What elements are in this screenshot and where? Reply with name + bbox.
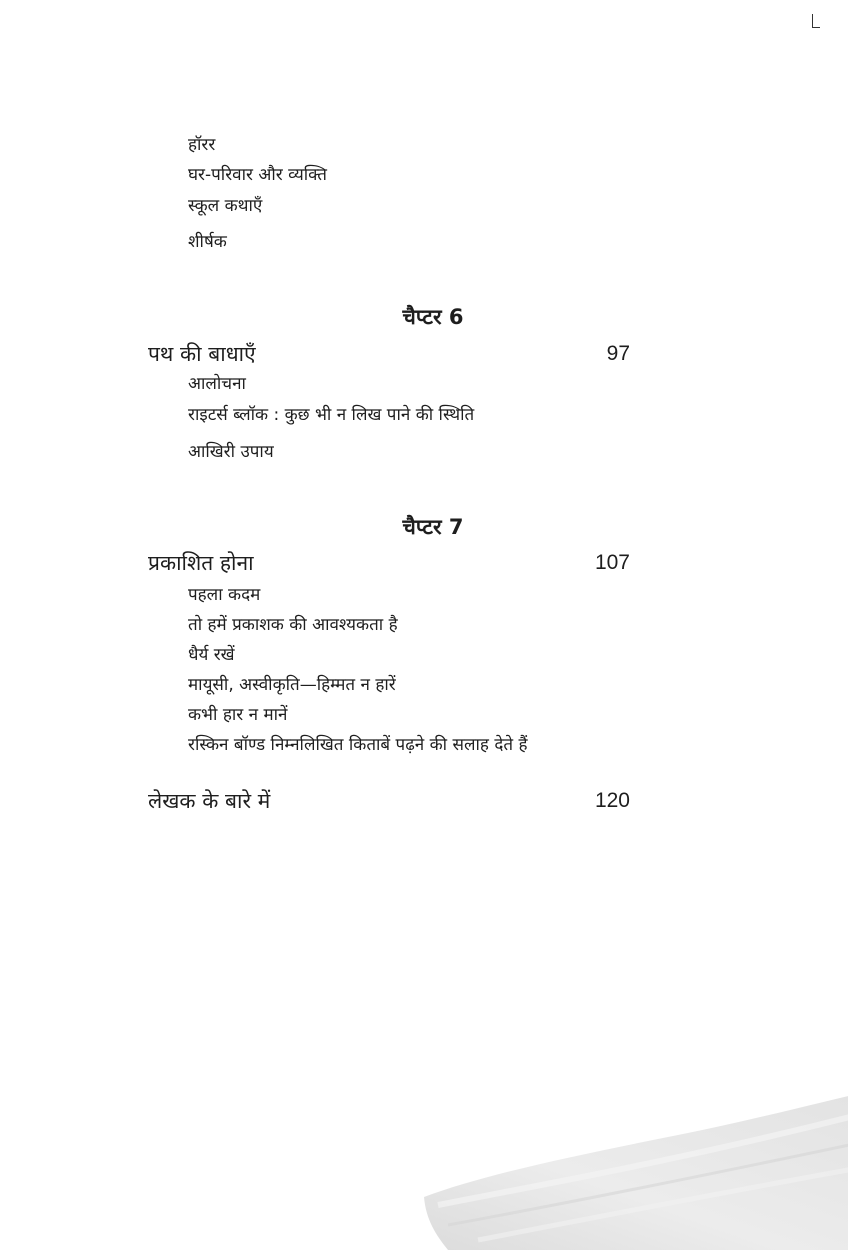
- about-author-page-number: 120: [594, 789, 630, 812]
- toc-subitem: धैर्य रखें: [188, 645, 235, 665]
- toc-subitem: आलोचना: [188, 374, 246, 394]
- brush-stroke-decoration: [418, 1085, 848, 1250]
- chapter-7-page-number: 107: [594, 551, 630, 574]
- crop-mark-top-right: [812, 14, 813, 27]
- toc-subitem: घर-परिवार और व्यक्ति: [188, 165, 327, 185]
- chapter-6-title: पथ की बाधाएँ: [148, 342, 256, 366]
- chapter-6-page-number: 97: [606, 342, 630, 365]
- crop-mark-top-right-horizontal: [812, 27, 820, 28]
- chapter-6-heading: चैप्टर 6: [402, 305, 464, 329]
- chapter-7-title: प्रकाशित होना: [148, 551, 254, 575]
- toc-subitem: आखिरी उपाय: [188, 442, 274, 462]
- toc-subitem: हॉरर: [188, 135, 216, 155]
- toc-subitem: मायूसी, अस्वीकृति—हिम्मत न हारें: [188, 675, 396, 695]
- about-author-title: लेखक के बारे में: [148, 789, 271, 813]
- toc-subitem: राइटर्स ब्लॉक : कुछ भी न लिख पाने की स्थिति: [188, 405, 475, 425]
- toc-subitem: शीर्षक: [188, 232, 227, 252]
- toc-subitem: रस्किन बॉण्ड निम्नलिखित किताबें पढ़ने की सलाह देते हैं: [188, 735, 528, 755]
- toc-subitem: तो हमें प्रकाशक की आवश्यकता है: [188, 615, 398, 635]
- toc-subitem: कभी हार न मानें: [188, 705, 288, 725]
- toc-subitem: पहला कदम: [188, 585, 261, 605]
- chapter-7-heading: चैप्टर 7: [402, 515, 464, 539]
- toc-subitem: स्कूल कथाएँ: [188, 196, 263, 216]
